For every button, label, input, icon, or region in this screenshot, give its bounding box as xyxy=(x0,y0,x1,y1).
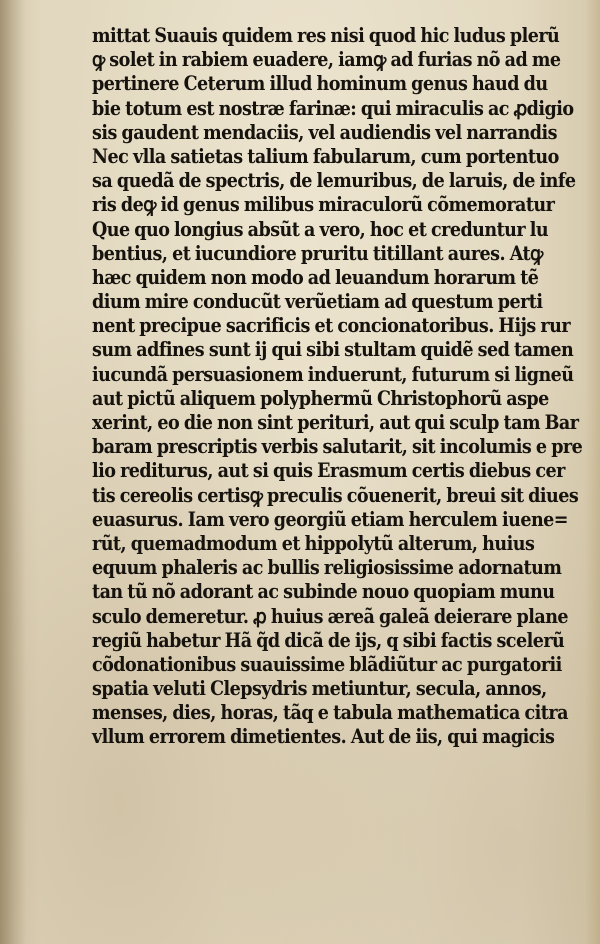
text-line: mittat Suauis quidem res nisi quod hic ludus plerũ xyxy=(92,24,560,47)
text-line: ris deꝙ id genus milibus miraculorũ cõmemoratur xyxy=(92,193,555,217)
text-line: vllum errorem dimetientes. Aut de iis, qui magicis xyxy=(92,725,555,749)
text-line: hæc quidem non modo ad leuandum horarum tẽ xyxy=(92,265,539,289)
text-line: xerint, eo die non sint perituri, aut qui sculp tam Bar xyxy=(92,411,579,434)
text-line: sum adfines sunt ij qui sibi stultam quidẽ sed tamen xyxy=(92,338,574,362)
text-line: euasurus. Iam vero georgiũ etiam herculem iuene= xyxy=(92,507,568,531)
text-line: equum phaleris ac bullis religiosissime adornatum xyxy=(92,556,562,580)
text-line: sa quedã de spectris, de lemuribus, de laruis, de infe xyxy=(92,169,576,193)
text-line: pertinere Ceterum illud hominum genus haud du xyxy=(92,72,548,96)
text-line: baram prescriptis verbis salutarit, sit incolumis e pre xyxy=(92,435,583,459)
text-line: nent precipue sacrificis et concionatoribus. Hijs rur xyxy=(92,314,571,338)
text-line: sculo demeretur. ꝓ huius æreã galeã deierare plane xyxy=(92,604,569,628)
text-line: lio rediturus, aut si quis Erasmum certis diebus cer xyxy=(92,459,565,483)
text-line: bie totum est nostræ farinæ: qui miraculis ac ꝓdigio xyxy=(92,96,574,120)
text-block xyxy=(92,24,583,750)
text-line: Que quo longius absũt a vero, hoc et creduntur lu xyxy=(92,217,549,241)
text-line: rũt, quemadmodum et hippolytũ alterum, huius xyxy=(92,531,535,555)
gutter-shadow xyxy=(0,0,26,944)
text-line: spatia veluti Clepsydris metiuntur, secula, annos, xyxy=(92,677,547,701)
text-line: tis cereolis certisꝙ preculis cõuenerit, breui sit diues xyxy=(92,483,579,507)
text-line: ꝙ solet in rabiem euadere, iamꝙ ad furias nõ ad me xyxy=(92,48,561,72)
text-line: dium mire conducũt verũetiam ad questum perti xyxy=(92,290,543,314)
text-line: regiũ habetur Hã q̃d dicã de ijs, q sibi factis scelerũ xyxy=(92,628,565,652)
text-line: tan tũ nõ adorant ac subinde nouo quopiam munu xyxy=(92,580,555,604)
text-line: aut pictũ aliquem polyphermũ Christophorũ aspe xyxy=(92,386,549,410)
text-line: menses, dies, horas, tãq e tabula mathematica citra xyxy=(92,701,568,725)
text-line: bentius, et iucundiore pruritu titillant aures. Atꝙ xyxy=(92,241,543,265)
text-line: cõdonationibus suauissime blãdiũtur ac purgatorii xyxy=(92,652,562,676)
text-line: iucundã persuasionem induerunt, futurum si ligneũ xyxy=(92,362,574,386)
text-line: sis gaudent mendaciis, vel audiendis vel narrandis xyxy=(92,120,557,144)
text-line: Nec vlla satietas talium fabularum, cum portentuo xyxy=(92,144,559,168)
